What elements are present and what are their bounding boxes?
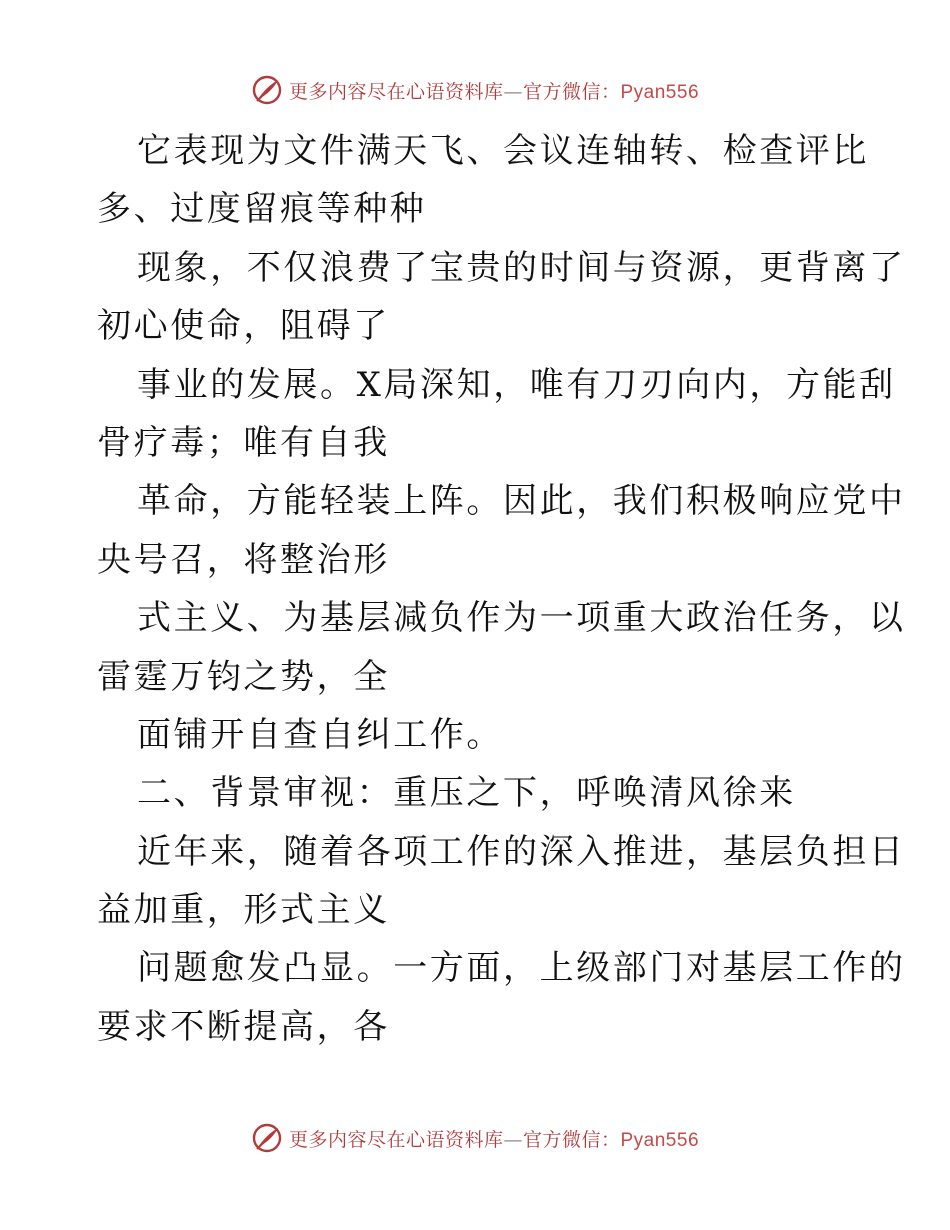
text-line-11: 面铺开自查自纠工作。 (137, 714, 503, 755)
header-banner-text (289, 77, 699, 104)
text-line-16: 要求不断提高，各 (97, 1006, 390, 1047)
text-line-6: 骨疗毒；唯有自我 (97, 422, 390, 463)
footer-banner-label: 官方微信： (522, 1128, 621, 1151)
footer-banner-title: 更多内容尽在心语资料库 (288, 1128, 504, 1151)
document-body (97, 122, 906, 1056)
footer-banner-dash: — (503, 1128, 523, 1151)
feather-pen-circle-icon (251, 1122, 283, 1154)
text-line-8: 央号召，将整治形 (97, 539, 390, 580)
text-line-5: 事业的发展。X局深知，唯有刀刃向内，方能刮 (137, 364, 896, 405)
text-line-10: 雷霆万钧之势，全 (97, 656, 390, 697)
text-line-9: 式主义、为基层减负作为一项重大政治任务，以 (137, 598, 906, 639)
header-banner-wechat: Pyan556 (620, 81, 700, 103)
text-line-14: 益加重，形式主义 (97, 890, 390, 931)
feather-pen-circle-icon (251, 74, 283, 106)
section-heading: 二、背景审视：重压之下，呼唤清风徐来 (137, 773, 796, 814)
text-line-4: 初心使命，阻碍了 (97, 306, 390, 347)
text-line-15: 问题愈发凸显。一方面，上级部门对基层工作的 (137, 948, 906, 989)
text-line-13: 近年来，随着各项工作的深入推进，基层负担日 (137, 831, 906, 872)
text-line-1: 它表现为文件满天飞、会议连轴转、检查评比 (137, 131, 869, 171)
text-line-7: 革命，方能轻装上阵。因此，我们积极响应党中 (137, 481, 906, 522)
footer-banner-wechat: Pyan556 (620, 1129, 700, 1151)
header-banner-label: 官方微信： (522, 80, 621, 103)
header-banner-dash: — (503, 80, 523, 103)
header-banner-title: 更多内容尽在心语资料库 (288, 80, 504, 103)
header-banner (0, 70, 950, 110)
footer-banner-text (289, 1125, 699, 1152)
text-line-3: 现象，不仅浪费了宝贵的时间与资源，更背离了 (137, 247, 906, 288)
footer-banner (0, 1118, 950, 1158)
text-line-2: 多、过度留痕等种种 (97, 189, 427, 230)
